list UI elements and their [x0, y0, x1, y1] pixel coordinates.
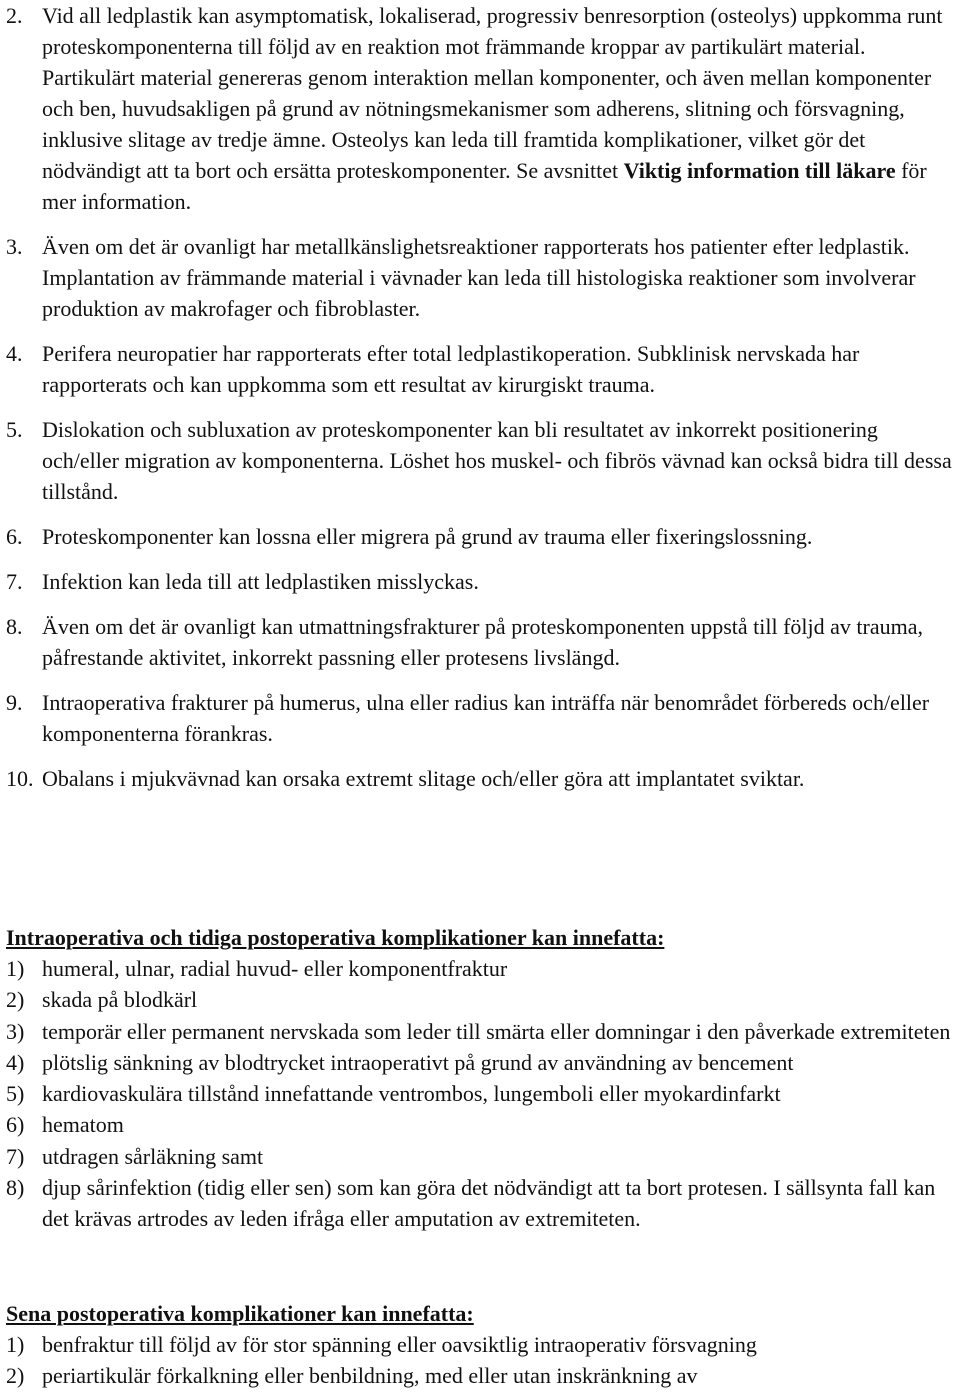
- item-text: Vid all ledplastik kan asymptomatisk, lokaliserad, progressiv benresorption (osteolys) uppkomma runt proteskomponenterna till följd av en reaktion mot främmande kroppar av partikulärt material. Partikulärt material genereras genom interaktion mellan komponenter, och även mellan komponenter och ben, huvudsakligen på grund av nötningsmekanismer som adherens, slitning och försvagning, inklusive slitage av tredje ämne. Osteolys kan leda till framtida komplikationer, vilket gör det nödvändigt att ta bort och ersätta proteskomponenter. Se avsnittet Viktig information till läkare för mer information.: [42, 3, 943, 214]
- intraoperative-complications-list: [6, 953, 956, 1235]
- late-postoperative-complications-list: [6, 1329, 956, 1392]
- list-item: [6, 521, 956, 552]
- item-text: utdragen sårläkning samt: [42, 1143, 264, 1169]
- item-text: Infektion kan leda till att ledplastiken misslyckas.: [42, 569, 479, 594]
- item-text: Även om det är ovanligt kan utmattningsfrakturer på proteskomponenten uppstå till följd av trauma, påfrestande aktivitet, inkorrekt passning eller protesens livslängd.: [42, 614, 923, 670]
- item-text: Obalans i mjukvävnad kan orsaka extremt slitage och/eller göra att implantatet sviktar.: [42, 766, 805, 791]
- item-text: hematom: [42, 1112, 124, 1138]
- item-text: kardiovaskulära tillstånd innefattande ventrombos, lungemboli eller myokardinfarkt: [42, 1081, 781, 1107]
- item-text: benfraktur till följd av för stor spänning eller oavsiktlig intraoperativ försvagning: [42, 1332, 757, 1357]
- item-number: 2): [6, 1363, 25, 1389]
- item-text: Perifera neuropatier har rapporterats efter total ledplastikoperation. Subklinisk nervskada har rapporterats och kan uppkomma som ett resultat av kirurgiskt trauma.: [42, 341, 860, 397]
- item-text: skada på blodkärl: [42, 987, 198, 1013]
- item-text: djup sårinfektion (tidig eller sen) som kan göra det nödvändigt att ta bort protesen. I sällsynta fall kan det krävas artrodes av leden ifråga eller amputation av extremiteten.: [42, 1175, 936, 1232]
- list-item: [6, 763, 956, 794]
- item-number: 4.: [6, 341, 23, 366]
- list-item: [6, 1109, 956, 1140]
- list-item: [6, 1016, 956, 1047]
- list-item: [6, 1360, 956, 1391]
- item-text: Även om det är ovanligt har metallkänslighetsreaktioner rapporterats hos patienter efter ledplastik. Implantation av främmande material i vävnader kan leda till histologiska reaktioner som involverar produktion av makrofager och fibroblaster.: [42, 234, 916, 321]
- list-item: [6, 1172, 956, 1235]
- item-number: 3.: [6, 234, 23, 259]
- list-item: [6, 1141, 956, 1172]
- item-number: 8): [6, 1175, 25, 1201]
- list-item: [6, 687, 956, 749]
- item-text: humeral, ulnar, radial huvud- eller komponentfraktur: [42, 956, 508, 981]
- item-number: 1): [6, 1332, 25, 1357]
- item-number: 9.: [6, 690, 23, 715]
- item-number: 8.: [6, 614, 23, 639]
- list-item: [6, 0, 956, 217]
- item-number: 2): [6, 987, 25, 1013]
- list-item: [6, 1078, 956, 1109]
- item-number: 3): [6, 1018, 25, 1044]
- item-number: 2.: [6, 3, 23, 28]
- item-text: periartikulär förkalkning eller benbildning, med eller utan inskränkning av: [42, 1363, 698, 1389]
- list-item: [6, 414, 956, 507]
- item-number: 1): [6, 956, 25, 981]
- list-item: [6, 566, 956, 597]
- item-number: 5): [6, 1081, 25, 1107]
- item-text: Dislokation och subluxation av proteskomponenter kan bli resultatet av inkorrekt positionering och/eller migration av komponenterna. Löshet hos muskel- och fibrös vävnad kan också bidra till dessa tillstånd.: [42, 417, 952, 504]
- bold-reference: Viktig information till läkare: [623, 158, 896, 183]
- item-text: Proteskomponenter kan lossna eller migrera på grund av trauma eller fixeringslossning.: [42, 524, 813, 549]
- item-text: temporär eller permanent nervskada som leder till smärta eller domningar i den påverkade extremiteten: [42, 1018, 951, 1044]
- list-item: [6, 338, 956, 400]
- item-number: 10.: [6, 766, 34, 791]
- item-number: 7.: [6, 569, 23, 594]
- item-number: 4): [6, 1049, 25, 1075]
- list-item: [6, 1047, 956, 1078]
- list-item: [6, 611, 956, 673]
- item-text: Intraoperativa frakturer på humerus, ulna eller radius kan inträffa när benområdet förbereds och/eller komponenterna förankras.: [42, 690, 930, 746]
- item-number: 5.: [6, 417, 23, 442]
- item-number: 6): [6, 1112, 25, 1138]
- list-item: [6, 953, 956, 984]
- complications-list: [6, 0, 956, 808]
- item-number: 6.: [6, 524, 23, 549]
- item-number: 7): [6, 1143, 25, 1169]
- list-item: [6, 1329, 956, 1360]
- section-heading-intraoperative: Intraoperativa och tidiga postoperativa komplikationer kan innefatta:: [6, 925, 665, 950]
- section-heading-late-postoperative: Sena postoperativa komplikationer kan innefatta:: [6, 1301, 474, 1326]
- list-item: [6, 984, 956, 1015]
- item-text: plötslig sänkning av blodtrycket intraoperativt på grund av användning av bencement: [42, 1049, 794, 1075]
- list-item: [6, 231, 956, 324]
